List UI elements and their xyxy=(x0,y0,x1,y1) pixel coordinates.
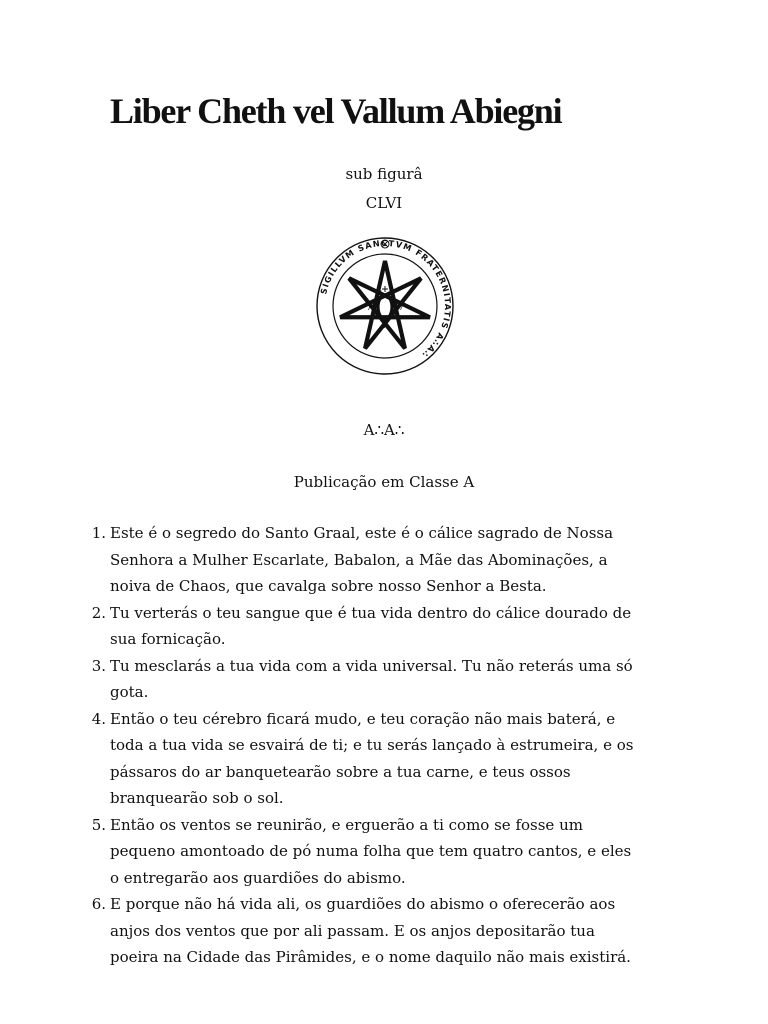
verse-item xyxy=(91,891,650,971)
verse-line: noiva de Chaos, que cavalga sobre nosso Senhor a Besta. xyxy=(110,577,547,595)
seal-heptagram-icon xyxy=(340,261,430,348)
verse-number: 3. xyxy=(91,656,106,675)
seal-number: 77 xyxy=(366,304,376,312)
verse-line: Então o teu cérebro ficará mudo, e teu coração não mais baterá, e xyxy=(110,709,616,728)
verse-item xyxy=(91,520,650,600)
verse-number: 1. xyxy=(91,524,106,542)
verse-line: anjos dos ventos que por ali passam. E os anjos depositarão tua xyxy=(110,921,595,940)
verse-line: toda a tua vida se esvairá de ti; e tu serás lançado à estrumeira, e os xyxy=(110,736,634,754)
verse-number: 6. xyxy=(91,895,106,913)
order-name: A∴A∴ xyxy=(363,421,405,439)
verse-number: 2. xyxy=(91,603,106,622)
aa-seal-image xyxy=(314,235,456,377)
seal-number: 7 xyxy=(382,322,388,330)
verse-line: poeira na Cidade das Pirâmides, e o nome daquilo não mais existirá. xyxy=(110,948,631,966)
verse-line: E porque não há vida ali, os guardiões do abismo o oferecerão aos xyxy=(110,895,616,913)
seal-ring-text: SIGILLVM SANCTVM FRATERNITATIS A∴A∴ xyxy=(318,237,454,361)
aa-seal-svg xyxy=(314,235,456,377)
verse-line: Senhora a Mulher Escarlate, Babalon, a Mãe das Abominações, a xyxy=(110,550,608,569)
verse-number: 4. xyxy=(91,709,106,728)
verse-line: branquearão sob o sol. xyxy=(110,789,284,807)
verse-line: Então os ventos se reunirão, e erguerão a ti como se fosse um xyxy=(110,815,583,834)
document-subtitle: sub figurâ xyxy=(345,165,423,183)
verse-number: 5. xyxy=(91,815,106,834)
seal-number: 77 xyxy=(394,304,404,312)
document-code: CLVI xyxy=(365,194,403,212)
verse-line: Tu verterás o teu sangue que é tua vida dentro do cálice dourado de xyxy=(110,603,632,622)
verse-item xyxy=(91,653,650,706)
seal-center-cross-icon xyxy=(382,286,388,292)
seal-number: 7 xyxy=(388,289,394,297)
document-title: Liber Cheth vel Vallum Abiegni xyxy=(110,91,562,131)
verse-line: pássaros do ar banquetearão sobre a tua carne, e teus ossos xyxy=(110,762,571,781)
seal-number: 7 xyxy=(377,289,383,297)
publication-class: Publicação em Classe A xyxy=(293,473,475,491)
verse-line: Tu mesclarás a tua vida com a vida universal. Tu não reterás uma só xyxy=(110,656,633,675)
verse-item xyxy=(91,706,650,812)
verse-line: pequeno amontoado de pó numa folha que tem quatro cantos, e eles xyxy=(110,842,632,860)
verse-list xyxy=(91,520,650,971)
verse-item xyxy=(91,600,650,653)
verse-line: gota. xyxy=(110,683,149,701)
verse-item xyxy=(91,812,650,892)
verse-line: o entregarão aos guardiões do abismo. xyxy=(110,868,406,887)
verse-line: Este é o segredo do Santo Graal, este é o cálice sagrado de Nossa xyxy=(110,524,614,542)
verse-line: sua fornicação. xyxy=(110,630,226,648)
